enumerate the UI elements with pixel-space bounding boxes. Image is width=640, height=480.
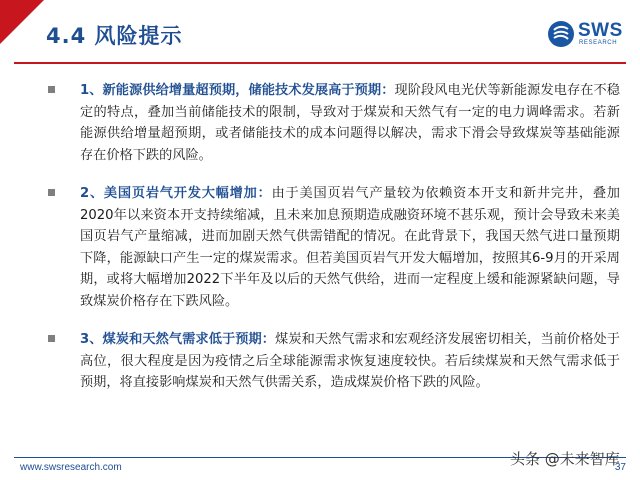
risk-text: 现阶段风电光伏等新能源发电存在不稳定的特点，叠加当前储能技术的限制，导致对于煤炭和天然气有一定的电力调峰需求。若新能源供给增量超预期，或者储能技术的成本问题得以解决，需求下滑会导致煤炭等基础能源存在价格下跌的风险。 [80, 83, 620, 163]
risk-text: 由于美国页岩气产量较为依赖资本开支和新井完井，叠加2020年以来资本开支持续缩减，且未来加息预期造成融资环境不甚乐观，预计会导致未来美国页岩气产量缩减，进而加剧天然气供需错配的情况。在此背景下，我国天然气进口量预期下降，能源缺口产生一定的煤炭需求。但若美国页岩气开发大幅增加，按照其6-9月的开采周期，或将大幅增加2022下半年及以后的天然气供给，进而一定程度上缓和能源紧缺问题，导致煤炭价格存在下跌风险。 [80, 186, 620, 309]
page-number: 37 [614, 462, 626, 473]
risk-heading: 2、美国页岩气开发大幅增加： [80, 186, 272, 201]
risk-text: 煤炭和天然气需求和宏观经济发展密切相关，当前价格处于高位，很大程度是因为疫情之后全球能源需求恢复速度较快。若后续煤炭和天然气需求低于预期，将直接影响煤炭和天然气供需关系，造成煤炭价格下跌的风险。 [80, 332, 620, 390]
risk-item [48, 80, 620, 166]
risk-heading: 3、煤炭和天然气需求低于预期： [80, 332, 276, 347]
header-divider [14, 62, 626, 64]
risk-item [48, 183, 620, 312]
risk-paragraph [80, 329, 620, 394]
risk-heading: 1、新能源供给增量超预期，储能技术发展高于预期： [80, 83, 395, 98]
square-bullet-icon [48, 335, 55, 342]
slide-header [0, 0, 640, 62]
risk-paragraph [80, 183, 620, 312]
sws-logo-icon [548, 21, 574, 47]
footer-website-link[interactable]: www.swsresearch.com [20, 462, 122, 473]
risk-item [48, 329, 620, 394]
square-bullet-icon [48, 86, 55, 93]
risk-paragraph [80, 80, 620, 166]
logo-subtext: RESEARCH [579, 40, 618, 46]
section-title: 4.4 风险提示 [46, 24, 183, 48]
watermark: 头条 @未来智库 [510, 450, 620, 468]
risk-list [48, 80, 620, 411]
sws-logo [548, 20, 630, 50]
logo-wordmark: SWS [578, 20, 623, 41]
corner-accent [0, 0, 44, 44]
square-bullet-icon [48, 189, 55, 196]
